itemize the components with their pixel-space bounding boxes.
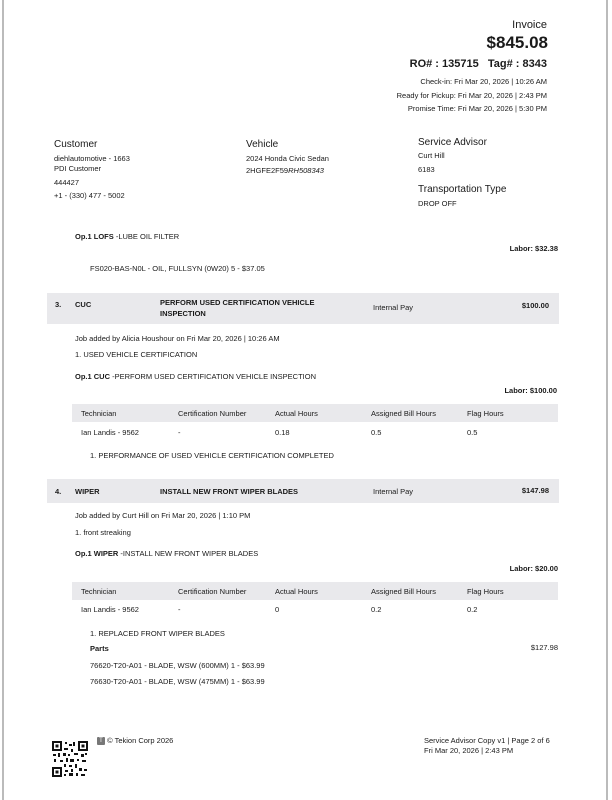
- job4-td-technician: Ian Landis - 9562: [81, 605, 139, 614]
- advisor-name: Curt Hill: [418, 151, 445, 160]
- advisor-number: 6183: [418, 165, 435, 174]
- qr-code-graphic: [52, 741, 88, 777]
- job4-th-technician: Technician: [81, 587, 117, 596]
- invoice-label: Invoice: [512, 19, 547, 31]
- vehicle-label: Vehicle: [246, 139, 279, 150]
- job3-title-line2: INSPECTION: [160, 309, 206, 318]
- prev-op-code: Op.1 LOFS: [75, 232, 114, 241]
- footer-copy-info: Service Advisor Copy v1 | Page 2 of 6: [424, 736, 550, 745]
- customer-name: diehlautomotive - 1663: [54, 154, 130, 163]
- transport-value: DROP OFF: [418, 199, 457, 208]
- customer-label: Customer: [54, 139, 98, 150]
- vehicle-vin: [246, 166, 324, 175]
- job4-td-assigned: 0.2: [371, 605, 382, 614]
- job3-number: 3.: [55, 300, 62, 309]
- job4-op-desc: -INSTALL NEW FRONT WIPER BLADES: [118, 549, 259, 558]
- checkin-time: Check-in: Fri Mar 20, 2026 | 10:26 AM: [420, 77, 547, 86]
- tekion-logo-icon: T: [97, 737, 105, 745]
- job3-td-actual: 0.18: [275, 428, 290, 437]
- advisor-label: Service Advisor: [418, 137, 487, 148]
- job4-added-by: Job added by Curt Hill on Fri Mar 20, 2026 | 1:10 PM: [75, 511, 251, 520]
- job3-labor: Labor: $100.00: [504, 386, 557, 395]
- customer-phone: +1 - (330) 477 - 5002: [54, 191, 125, 200]
- job4-amount: $147.98: [521, 486, 549, 495]
- promise-time: Promise Time: Fri Mar 20, 2026 | 5:30 PM: [407, 104, 547, 113]
- job4-correction: 1. REPLACED FRONT WIPER BLADES: [90, 629, 225, 638]
- job4-th-actual: Actual Hours: [275, 587, 318, 596]
- job4-labor: Labor: $20.00: [509, 564, 558, 573]
- job3-op-line: [75, 372, 316, 381]
- job3-pay-type: Internal Pay: [373, 303, 414, 312]
- job3-amount: $100.00: [521, 301, 549, 310]
- vin-prefix: 2HGFE2F59: [246, 166, 289, 175]
- scan-edge-right: [606, 0, 608, 800]
- job4-part-1: 76620-T20-A01 - BLADE, WSW (600MM) 1 - $63.99: [90, 661, 265, 670]
- job3-op-code: Op.1 CUC: [75, 372, 111, 381]
- job4-th-flag: Flag Hours: [467, 587, 504, 596]
- job4-header-bar: [47, 479, 559, 503]
- job4-part-2: 76630-T20-A01 - BLADE, WSW (475MM) 1 - $63.99: [90, 677, 265, 686]
- job3-op-desc: -PERFORM USED CERTIFICATION VEHICLE INSPECTION: [110, 372, 317, 381]
- job4-op-line: [75, 549, 258, 558]
- job3-code: CUC: [75, 300, 92, 309]
- job3-th-actual: Actual Hours: [275, 409, 318, 418]
- prev-part: FS020-BAS-N0L - OIL, FULLSYN (0W20) 5 - $37.05: [90, 264, 265, 273]
- job3-title-line1: PERFORM USED CERTIFICATION VEHICLE: [160, 298, 315, 307]
- job3-td-flag: 0.5: [467, 428, 478, 437]
- footer-date: Fri Mar 20, 2026 | 2:43 PM: [424, 746, 514, 755]
- job4-th-cert: Certification Number: [178, 587, 247, 596]
- job3-td-technician: Ian Landis - 9562: [81, 428, 139, 437]
- job3-th-technician: Technician: [81, 409, 117, 418]
- prev-op-line: [75, 232, 179, 241]
- job3-th-cert: Certification Number: [178, 409, 247, 418]
- job4-pay-type: Internal Pay: [373, 487, 414, 496]
- job3-th-flag: Flag Hours: [467, 409, 504, 418]
- job4-concern: 1. front streaking: [75, 528, 131, 537]
- job4-td-flag: 0.2: [467, 605, 478, 614]
- job4-code: WIPER: [75, 487, 100, 496]
- transport-label: Transportation Type: [418, 184, 507, 195]
- job3-td-cert: -: [178, 428, 181, 437]
- prev-labor: Labor: $32.38: [509, 244, 558, 253]
- invoice-total: $845.08: [486, 33, 548, 52]
- customer-id: 444427: [54, 178, 80, 187]
- job3-correction: 1. PERFORMANCE OF USED VEHICLE CERTIFICATION COMPLETED: [90, 451, 334, 460]
- job3-th-assigned: Assigned Bill Hours: [371, 409, 437, 418]
- job4-parts-total: $127.98: [530, 643, 558, 652]
- vin-suffix: RH508343: [288, 166, 324, 175]
- job4-td-cert: -: [178, 605, 181, 614]
- ro-tag-line: RO# : 135715 Tag# : 8343: [409, 58, 547, 70]
- job4-th-assigned: Assigned Bill Hours: [371, 587, 437, 596]
- job4-number: 4.: [55, 487, 62, 496]
- job4-td-actual: 0: [275, 605, 280, 614]
- customer-type: PDI Customer: [54, 164, 102, 173]
- ready-time: Ready for Pickup: Fri Mar 20, 2026 | 2:43 PM: [396, 91, 547, 100]
- footer-copyright: © Tekion Corp 2026: [107, 736, 174, 745]
- vehicle-model: 2024 Honda Civic Sedan: [246, 154, 329, 163]
- scan-edge-left: [2, 0, 4, 800]
- qr-code: [52, 741, 88, 777]
- job4-op-code: Op.1 WIPER: [75, 549, 119, 558]
- footer-brand: [97, 736, 173, 745]
- job3-concern: 1. USED VEHICLE CERTIFICATION: [75, 350, 198, 359]
- job4-parts-label: Parts: [90, 644, 109, 653]
- job3-td-assigned: 0.5: [371, 428, 382, 437]
- prev-op-desc: -LUBE OIL FILTER: [113, 232, 180, 241]
- job3-added-by: Job added by Alicia Houshour on Fri Mar 20, 2026 | 10:26 AM: [75, 334, 280, 343]
- job4-title: INSTALL NEW FRONT WIPER BLADES: [160, 487, 299, 496]
